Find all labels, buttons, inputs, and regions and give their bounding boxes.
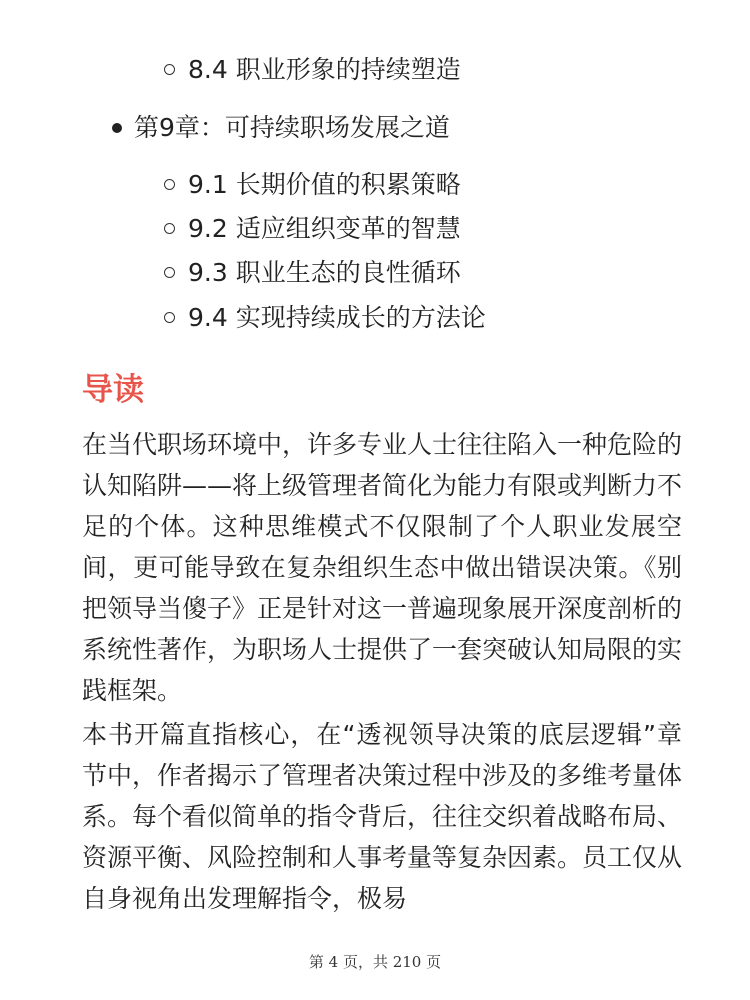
toc-item-label: 8.4 职业形象的持续塑造 — [188, 55, 461, 84]
toc-item-label: 9.3 职业生态的良性循环 — [188, 258, 461, 287]
section-heading: 导读 — [82, 372, 144, 408]
toc-item-label: 9.4 实现持续成长的方法论 — [188, 303, 486, 332]
circle-bullet-icon — [164, 267, 175, 278]
toc-item-label: 第9章：可持续职场发展之道 — [134, 113, 450, 142]
body-paragraph: 在当代职场环境中，许多专业人士往往陷入一种危险的认知陷阱——将上级管理者简化为能力有限或判断力不足的个体。这种思维模式不仅限制了个人职业发展空间，更可能导致在复杂组织生态中做出错误决策。《别把领导当傻子》正是针对这一普遍现象展开深度剖析的系统性著作，为职场人士提供了一套突破认知局限的实践框架。 — [82, 430, 683, 705]
body-paragraph: 本书开篇直指核心，在“透视领导决策的底层逻辑”章节中，作者揭示了管理者决策过程中涉及的多维考量体系。每个看似简单的指令背后，往往交织着战略布局、资源平衡、风险控制和人事考量等复杂因素。员工仅从自身视角出发理解指令，极易 — [82, 720, 683, 913]
circle-bullet-icon — [164, 223, 175, 234]
disc-bullet-icon — [112, 123, 122, 133]
circle-bullet-icon — [164, 64, 175, 75]
toc-item-label: 9.1 长期价值的积累策略 — [188, 170, 461, 199]
page-number-footer: 第 4 页，共 210 页 — [308, 953, 442, 971]
circle-bullet-icon — [164, 179, 175, 190]
toc-item-label: 9.2 适应组织变革的智慧 — [188, 214, 461, 243]
circle-bullet-icon — [164, 312, 175, 323]
